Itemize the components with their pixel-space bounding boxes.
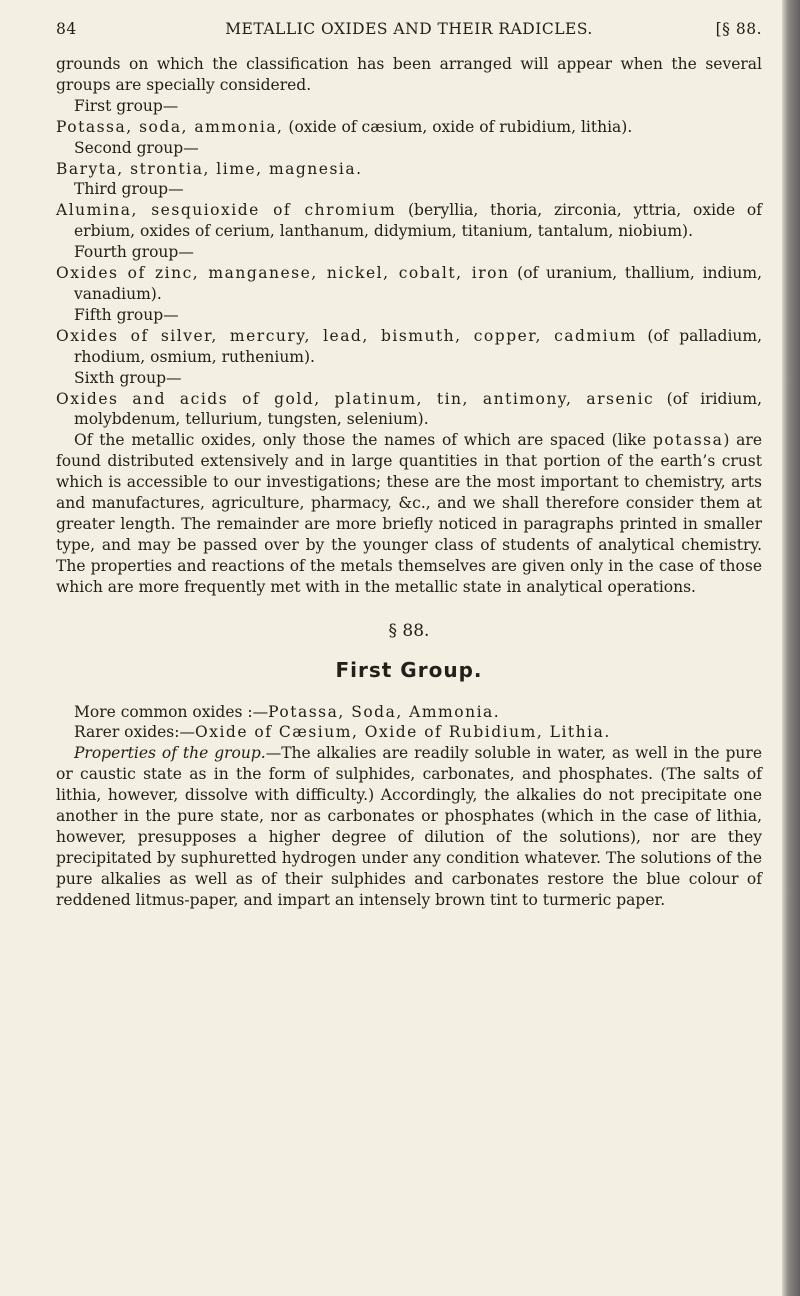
group-4-members [56,263,762,305]
group-6-common: Oxides and acids of gold, platinum, tin, antimony, arsenic [56,389,655,408]
para1-text-b: ) are found distributed extensively and in large quantities in that portion of the earth’s crust which is accessible to our investigations; these are the most important to chemistry, arts and manufactures, agriculture, pharmacy, &c., and we shall therefore consider them at greater length. The remainder are more briefly noticed in paragraphs printed in smaller type, and may be passed over by the younger class of students of analytical chemistry. The properties and reactions of the metals themselves are given only in the case of those which are more frequently met with in the metallic state in analytical operations. [56,431,762,596]
rarer-oxides-list: Oxide of Cæsium, Oxide of Rubidium, Lithia. [195,723,611,742]
common-oxides-list: Potassa, Soda, Ammonia. [268,702,501,721]
group-1-members [56,117,762,138]
group-5-members [56,326,762,368]
book-page [56,20,762,911]
book-spine-edge [782,0,800,1296]
common-oxides-label: More common oxides :— [74,702,269,721]
oxides-distribution-paragraph [56,430,762,597]
properties-label: Properties of the group. [74,744,266,763]
group-3-label: Third group— [74,180,184,199]
group-1-rarer: (oxide of cæsium, oxide of rubidium, lithia). [283,117,633,136]
group-6-members [56,389,762,431]
intro-paragraph: grounds on which the classification has been arranged will appear when the several groups are specially considered. [56,55,762,94]
group-4-rarer: (of uranium, thallium, indium, vanadium). [74,264,762,303]
group-5-rarer: (of palladium, rhodium, osmium, ruthenium). [74,326,763,366]
running-header [56,20,762,54]
para1-text-a: Of the metallic oxides, only those the names of which are spaced (like [74,431,653,450]
group-6-label: Sixth group— [74,368,182,387]
group-5-common: Oxides of silver, mercury, lead, bismuth, copper, cadmium [56,326,637,345]
group-heading: First Group. [335,657,483,682]
group-6-rarer: (of iridium, molybdenum, tellurium, tungsten, selenium). [74,389,763,429]
group-3-rarer: (beryllia, thoria, zirconia, yttria, oxide of erbium, oxides of cerium, lanthanum, didymium, titanium, tantalum, niobium). [74,201,762,241]
running-title: METALLIC OXIDES AND THEIR RADICLES. [225,20,593,38]
group-1-label: First group— [74,96,179,115]
spaced-example-word: potassa [652,431,724,450]
group-2-label: Second group— [74,138,199,157]
group-1-common: Potassa, soda, ammonia, [56,117,284,136]
section-number: § 88. [388,620,430,641]
rarer-oxides-label: Rarer oxides:— [74,723,195,742]
section-reference: [§ 88. [715,20,762,38]
group-properties-paragraph [56,743,762,910]
rarer-oxides-line [56,722,762,743]
properties-text: —The alkalies are readily soluble in water, as well in the pure or caustic state as in the form of sulphides, carbonates, and phosphates. (The salts of lithia, however, dissolve with difficulty.) Accordingly, the alkalies do not precipitate one another in the pure state, nor as carbonates or phosphates (which in the case of lithia, however, presupposes a higher degree of dilution of the solutions), nor are they precipitated by suphuretted hydrogen under any condition whatever. The solutions of the pure alkalies as well as of their sulphides and carbonates restore the blue colour of reddened litmus-paper, and impart an intensely brown tint to turmeric paper. [56,744,762,909]
group-5-label: Fifth group— [74,305,179,324]
page-number: 84 [56,20,77,38]
group-4-common: Oxides of zinc, manganese, nickel, cobalt, iron [56,264,510,283]
group-3-common: Alumina, sesquioxide of chromium [56,201,397,220]
common-oxides-line [56,702,762,723]
group-2-members [56,159,762,180]
group-4-label: Fourth group— [74,243,194,262]
group-3-members [56,200,762,242]
group-2-common: Baryta, strontia, lime, magnesia. [56,159,363,178]
